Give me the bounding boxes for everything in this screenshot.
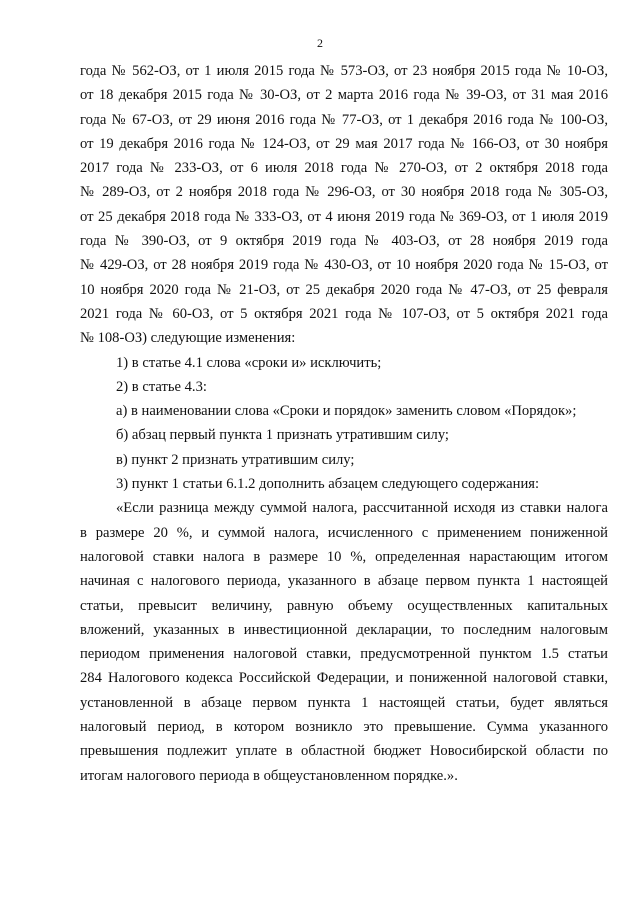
quote-line: налоговой ставки налога в размере 10 %, определенная нарастающим итогом bbox=[80, 548, 608, 565]
text-line: № 108-ОЗ) следующие изменения: bbox=[80, 330, 296, 347]
quote-line: статьи, превысит величину, равную объему осуществленных капитальных bbox=[80, 597, 608, 614]
list-item: 3) пункт 1 статьи 6.1.2 дополнить абзацем следующего содержания: bbox=[116, 476, 540, 493]
list-item: в) пункт 2 признать утратившим силу; bbox=[116, 451, 355, 468]
page-number: 2 bbox=[317, 36, 323, 50]
text-line: года № 562-ОЗ, от 1 июля 2015 года № 573-ОЗ, от 23 ноября 2015 года № 10-ОЗ, bbox=[80, 63, 608, 79]
list-item: 2) в статье 4.3: bbox=[116, 378, 207, 395]
quote-line: установленной в абзаце первом пункта 1 настоящей статьи, будет являться bbox=[80, 694, 608, 711]
quote-line: в размере 20 %, и суммой налога, исчисленного с применением пониженной bbox=[80, 524, 608, 541]
quote-line: налоговый период, в котором возникло это превышение. Сумма указанного bbox=[80, 719, 608, 736]
text-line: от 18 декабря 2015 года № 30-ОЗ, от 2 марта 2016 года № 39-ОЗ, от 31 мая 2016 bbox=[80, 87, 608, 104]
text-line: № 289-ОЗ, от 2 ноября 2018 года № 296-ОЗ, от 30 ноября 2018 года № 305-ОЗ, bbox=[80, 184, 608, 201]
quote-line: превышения подлежит уплате в областной бюджет Новосибирской области по bbox=[80, 743, 608, 760]
quote-line: 284 Налогового кодекса Российской Федерации, и пониженной налоговой ставки, bbox=[80, 670, 608, 687]
quote-line: начиная с налогового периода, указанного в абзаце первом пункта 1 настоящей bbox=[80, 573, 608, 590]
text-line: 10 ноября 2020 года № 21-ОЗ, от 25 декабря 2020 года № 47-ОЗ, от 25 февраля bbox=[80, 281, 608, 298]
quote-line: «Если разница между суммой налога, рассчитанной исходя из ставки налога bbox=[116, 500, 608, 517]
text-line: № 429-ОЗ, от 28 ноября 2019 года № 430-ОЗ, от 10 ноября 2020 года № 15-ОЗ, от bbox=[80, 257, 608, 274]
text-line: 2017 года № 233-ОЗ, от 6 июля 2018 года № 270-ОЗ, от 2 октября 2018 года bbox=[80, 160, 608, 177]
text-line: года № 67-ОЗ, от 29 июня 2016 года № 77-ОЗ, от 1 декабря 2016 года № 100-ОЗ, bbox=[80, 111, 608, 128]
quote-line: вложений, указанных в инвестиционной декларации, то последним налоговым bbox=[80, 621, 608, 638]
list-item: а) в наименовании слова «Сроки и порядок» заменить словом «Порядок»; bbox=[116, 403, 577, 420]
list-item: 1) в статье 4.1 слова «сроки и» исключить; bbox=[116, 354, 382, 371]
quote-line: периодом применения налоговой ставки, предусмотренной пунктом 1.5 статьи bbox=[80, 646, 608, 663]
list-item: б) абзац первый пункта 1 признать утратившим силу; bbox=[116, 427, 449, 444]
text-line: 2021 года № 60-ОЗ, от 5 октября 2021 года № 107-ОЗ, от 5 октября 2021 года bbox=[80, 305, 608, 322]
text-line: года № 390-ОЗ, от 9 октября 2019 года № 403-ОЗ, от 28 ноября 2019 года bbox=[80, 233, 608, 250]
text-line: от 25 декабря 2018 года № 333-ОЗ, от 4 июня 2019 года № 369-ОЗ, от 1 июля 2019 bbox=[80, 208, 608, 225]
quote-line: итогам налогового периода в общеустановленном порядке.». bbox=[80, 767, 458, 784]
document-body bbox=[80, 59, 608, 788]
text-line: от 19 декабря 2016 года № 124-ОЗ, от 29 мая 2017 года № 166-ОЗ, от 30 ноября bbox=[80, 135, 608, 152]
